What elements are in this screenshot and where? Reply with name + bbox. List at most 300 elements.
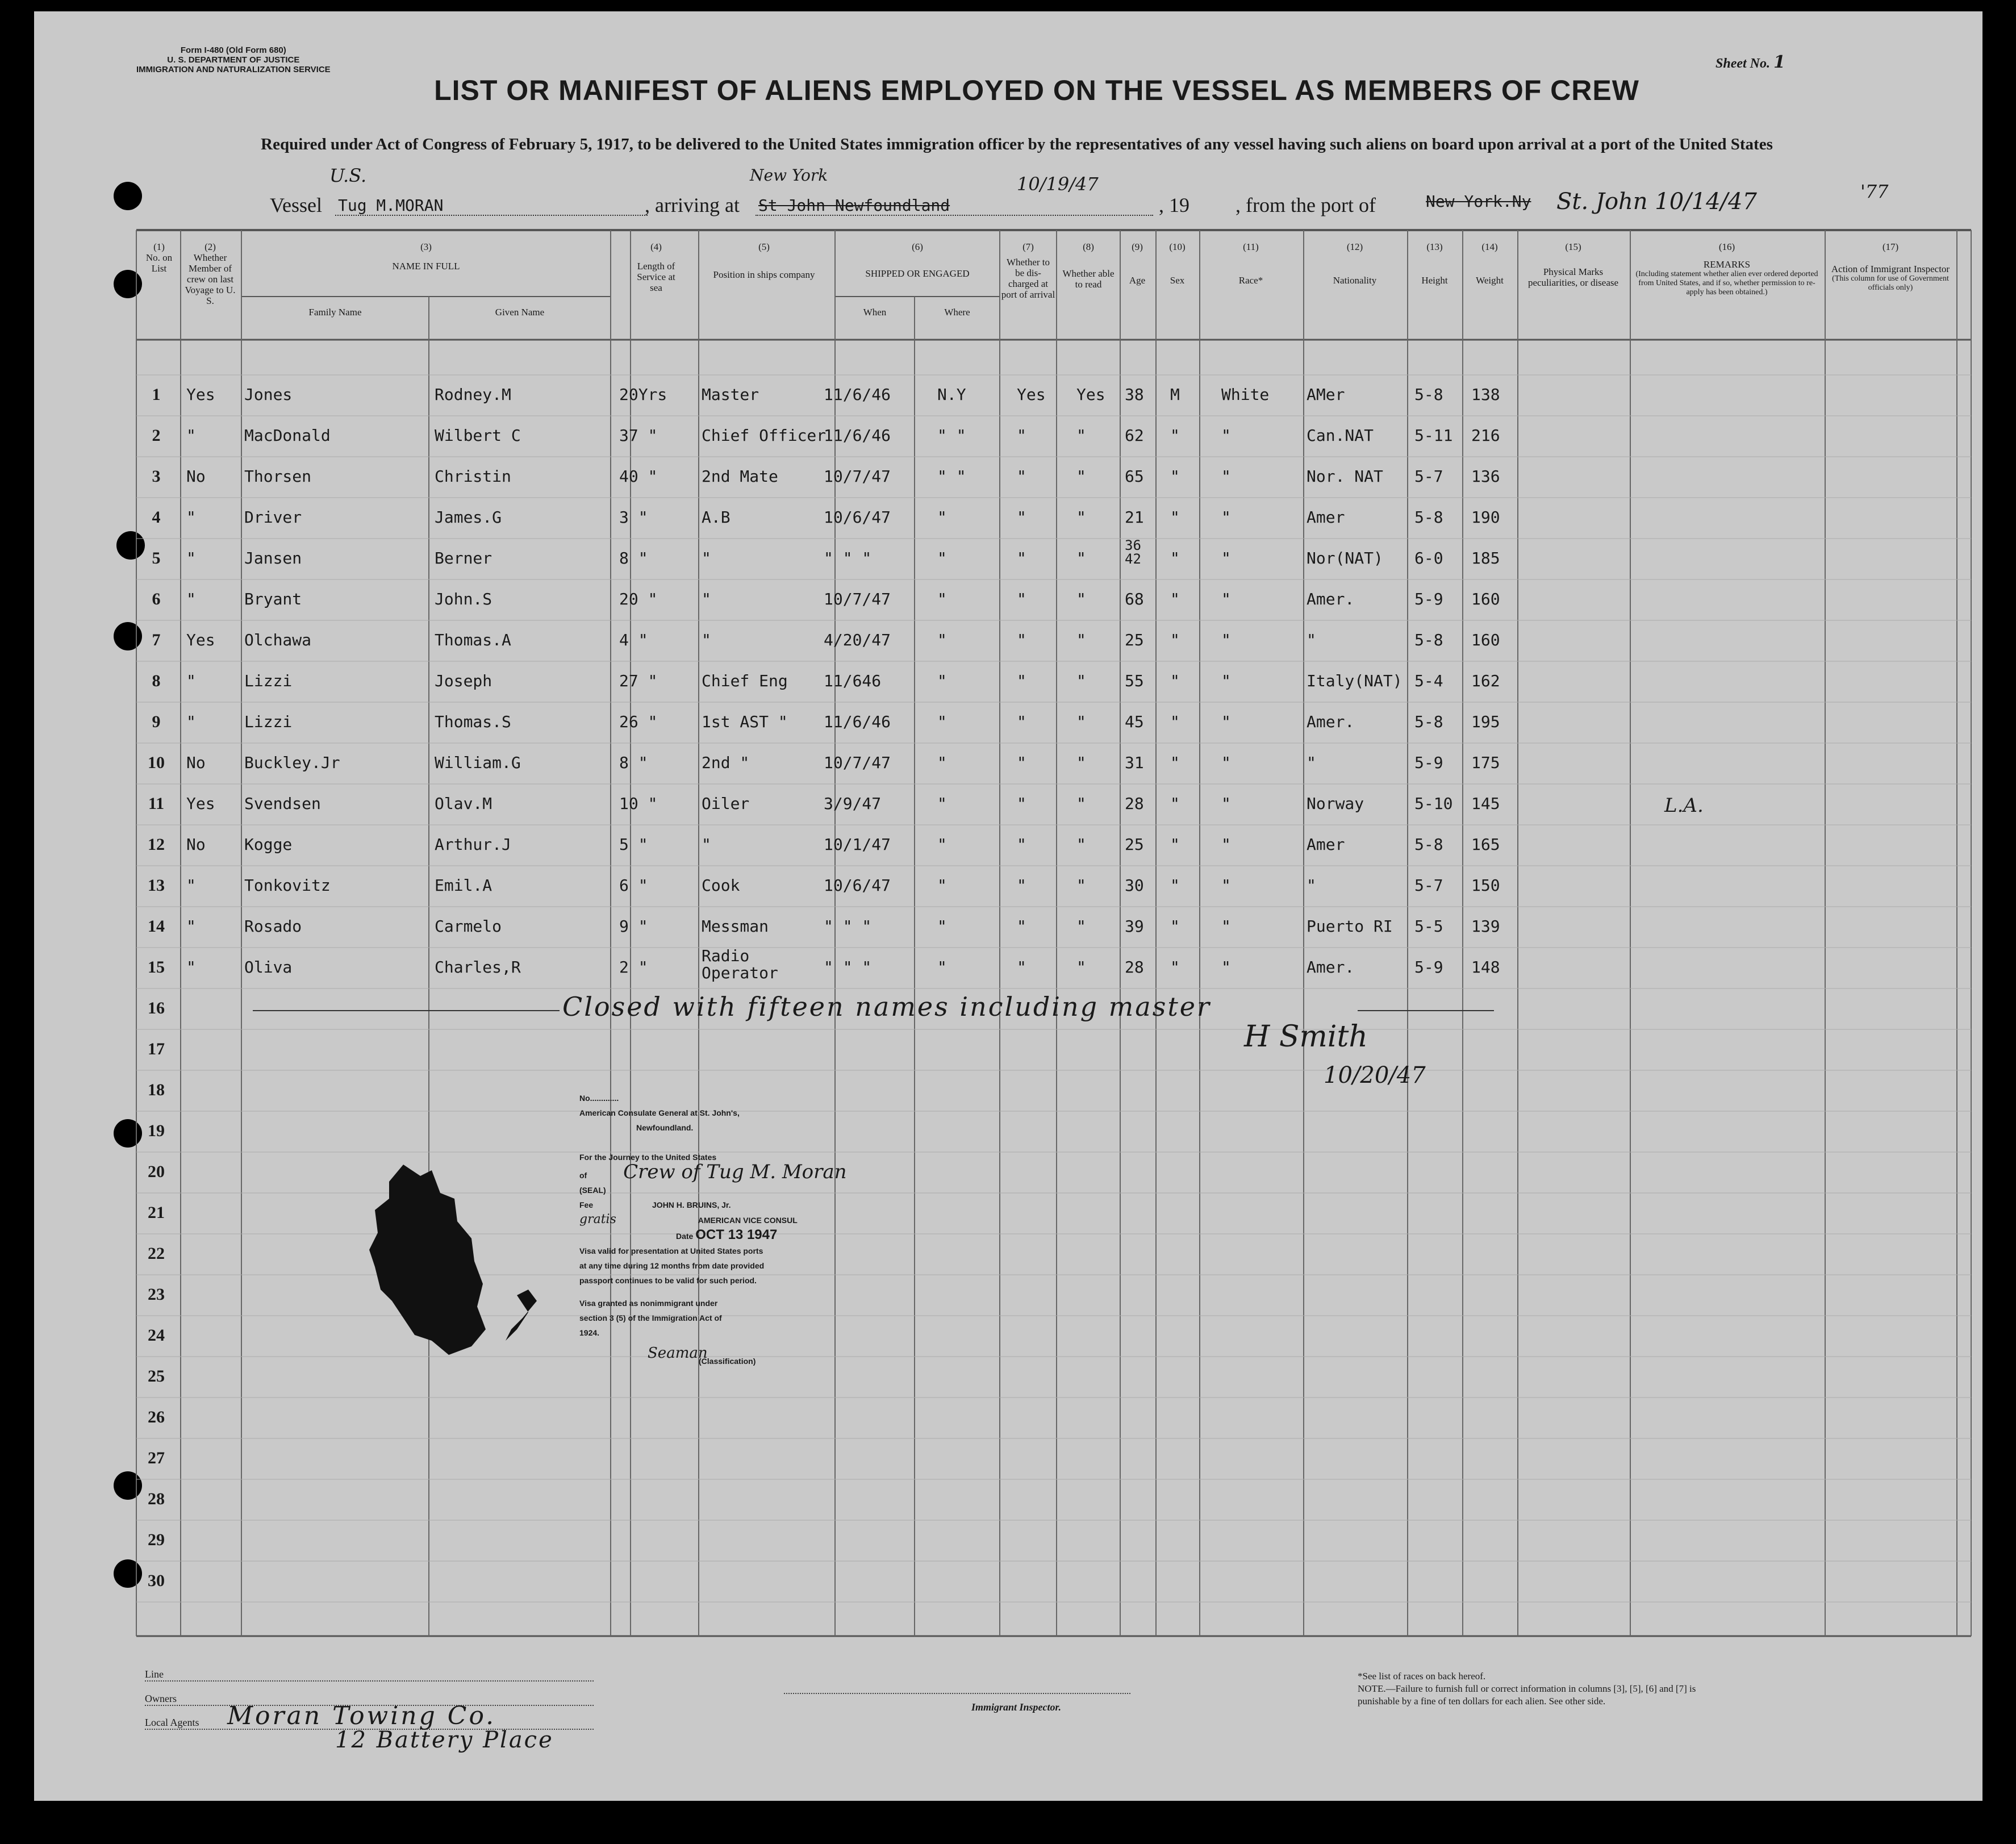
col-6-where-header: Where — [944, 307, 970, 318]
cell-prev: " — [186, 426, 196, 445]
cell-age: 45 — [1125, 712, 1144, 731]
cell-discharged: " — [1017, 631, 1026, 649]
cell-race: " — [1221, 753, 1231, 772]
cell-where: " — [937, 508, 947, 527]
cell-position: 2nd " — [702, 753, 750, 772]
row-number: 13 — [148, 876, 165, 895]
row-number: 7 — [152, 631, 161, 649]
cell-weight: 148 — [1471, 958, 1500, 977]
row-number: 29 — [148, 1530, 165, 1549]
local-agents-value: Moran Towing Co. — [227, 1701, 496, 1730]
cell-prev: Yes — [186, 631, 215, 649]
col-3-family-header: Family Name — [308, 307, 362, 318]
cell-age: 39 — [1125, 917, 1144, 936]
cell-service: 5 " — [619, 835, 648, 854]
row-number: 15 — [148, 958, 165, 977]
cell-age: 31 — [1125, 753, 1144, 772]
cell-discharged: " — [1017, 426, 1026, 445]
cell-weight: 162 — [1471, 671, 1500, 690]
cell-where: " — [937, 549, 947, 568]
col-3-given-header: Given Name — [495, 307, 545, 318]
cell-remarks: L.A. — [1664, 794, 1704, 817]
cell-sex: " — [1170, 753, 1180, 772]
cell-height: 5-7 — [1414, 876, 1443, 895]
cell-where: " — [937, 958, 947, 977]
cell-prev: " — [186, 671, 196, 690]
cell-family: Jones — [244, 385, 293, 404]
cell-discharged: " — [1017, 712, 1026, 731]
cell-service: 6 " — [619, 876, 648, 895]
form-identifier: Form I-480 (Old Form 680) U. S. DEPARTMENT OF JUSTICE IMMIGRATION AND NATURALIZATION SERVICE — [136, 45, 331, 74]
cell-weight: 190 — [1471, 508, 1500, 527]
local-agents-field: Local Agents — [145, 1717, 594, 1730]
cell-height: 5-5 — [1414, 917, 1443, 936]
cell-given: Wilbert C — [435, 426, 521, 445]
margin-note: '77 — [1860, 181, 1889, 202]
cell-age: 68 — [1125, 590, 1144, 608]
cell-position: " — [702, 549, 711, 568]
cell-sex: " — [1170, 426, 1180, 445]
row-number: 5 — [152, 549, 161, 568]
cell-discharged: " — [1017, 876, 1026, 895]
cell-where: " — [937, 917, 947, 936]
cell-given: Charles,R — [435, 958, 521, 977]
cell-age: 25 — [1125, 835, 1144, 854]
col-15-header: (15) Physical Marks peculiarities, or disease — [1527, 241, 1619, 288]
cell-position: A.B — [702, 508, 731, 527]
cell-given: Rodney.M — [435, 385, 511, 404]
cell-nationality: Nor. NAT — [1307, 467, 1383, 486]
cell-position: Messman — [702, 917, 769, 936]
col-4-header: (4) Length of Service at sea — [637, 241, 675, 293]
page-subtitle: Required under Act of Congress of February 5, 1917, to be delivered to the United States immigration officer by the representatives of any vessel having such aliens on board upon arrival at a port of the United States — [261, 135, 1773, 153]
cell-nationality: Italy(NAT) — [1307, 671, 1403, 690]
cell-service: 9 " — [619, 917, 648, 936]
cell-height: 5-9 — [1414, 590, 1443, 608]
vessel-name: Tug M.MORAN — [338, 196, 444, 215]
cell-when: 10/6/47 — [824, 876, 891, 895]
cell-prev: No — [186, 835, 206, 854]
cell-when: 10/7/47 — [824, 590, 891, 608]
closing-note: Closed with fifteen names including master — [562, 991, 1212, 1022]
cell-nationality: Amer — [1307, 835, 1345, 854]
cell-prev: " — [186, 958, 196, 977]
cell-where: " — [937, 631, 947, 649]
row-number: 19 — [148, 1121, 165, 1140]
col-3-header: (3) NAME IN FULL — [392, 241, 460, 272]
cell-where: " — [937, 590, 947, 608]
cell-service: 8 " — [619, 549, 648, 568]
cell-read: " — [1076, 631, 1086, 649]
cell-race: " — [1221, 467, 1231, 486]
cell-when: 10/7/47 — [824, 467, 891, 486]
cell-nationality: Norway — [1307, 794, 1364, 813]
cell-prev: " — [186, 712, 196, 731]
cell-discharged: Yes — [1017, 385, 1046, 404]
cell-position: 1st AST " — [702, 712, 788, 731]
cell-sex: " — [1170, 671, 1180, 690]
cell-read: " — [1076, 590, 1086, 608]
cell-family: Buckley.Jr — [244, 753, 340, 772]
row-number: 2 — [152, 426, 161, 445]
col-5-header: (5) Position in ships company — [713, 241, 815, 280]
arriving-note: New York — [750, 166, 828, 185]
cell-service: 8 " — [619, 753, 648, 772]
cell-family: MacDonald — [244, 426, 331, 445]
cell-height: 5-9 — [1414, 958, 1443, 977]
cell-where: " — [937, 876, 947, 895]
cell-position: 2nd Mate — [702, 467, 778, 486]
cell-race: " — [1221, 426, 1231, 445]
cell-read: " — [1076, 753, 1086, 772]
consular-seal — [335, 1159, 574, 1375]
cell-age: 36 42 — [1125, 537, 1141, 567]
col-6-header: (6) SHIPPED OR ENGAGED — [865, 241, 970, 279]
cell-when: 10/6/47 — [824, 508, 891, 527]
cell-family: Lizzi — [244, 712, 293, 731]
cell-position: Oiler — [702, 794, 750, 813]
cell-where: " " — [937, 467, 966, 486]
cell-discharged: " — [1017, 467, 1026, 486]
cell-nationality: " — [1307, 876, 1316, 895]
cell-age: 30 — [1125, 876, 1144, 895]
cell-position: Cook — [702, 876, 740, 895]
cell-when: 4/20/47 — [824, 631, 891, 649]
cell-service: 40 " — [619, 467, 658, 486]
cell-height: 5-8 — [1414, 631, 1443, 649]
col-14-header: (14) Weight — [1476, 241, 1504, 286]
cell-family: Lizzi — [244, 671, 293, 690]
row-number: 18 — [148, 1080, 165, 1099]
cell-given: Arthur.J — [435, 835, 511, 854]
page-title: LIST OR MANIFEST OF ALIENS EMPLOYED ON THE VESSEL AS MEMBERS OF CREW — [434, 74, 1639, 106]
cell-discharged: " — [1017, 590, 1026, 608]
cell-age: 65 — [1125, 467, 1144, 486]
row-number: 4 — [152, 508, 161, 527]
cell-discharged: " — [1017, 917, 1026, 936]
cell-position: Chief Eng — [702, 671, 788, 690]
cell-prev: Yes — [186, 794, 215, 813]
cell-family: Jansen — [244, 549, 302, 568]
cell-height: 5-4 — [1414, 671, 1443, 690]
cell-read: " — [1076, 467, 1086, 486]
cell-position: " — [702, 631, 711, 649]
cell-weight: 175 — [1471, 753, 1500, 772]
cell-weight: 160 — [1471, 631, 1500, 649]
cell-read: " — [1076, 712, 1086, 731]
cell-family: Olchawa — [244, 631, 312, 649]
cell-family: Oliva — [244, 958, 293, 977]
cell-read: " — [1076, 671, 1086, 690]
col-11-header: (11) Race* — [1238, 241, 1263, 286]
row-number: 3 — [152, 467, 161, 486]
col-9-header: (9) Age — [1129, 241, 1146, 286]
owners-field: Owners — [145, 1693, 594, 1706]
cell-given: William.G — [435, 753, 521, 772]
consular-visa-stamp: No............. American Consulate General at St. John's, Newfoundland. For the Journey to the United States of Crew of Tug M. Moran (SEAL) Fee JOHN H. BRUINS, Jr. gratis AMERICAN VICE CONSUL Date OCT 13 1947 Visa valid for presentation at United States ports at any time during 12 months from date provided passport continues to be valid for such period. Visa granted as nonimmigrant under section 3 (5) of the Immigration Act of 1924. Seaman (Classification) — [579, 1094, 847, 1366]
cell-height: 5-10 — [1414, 794, 1453, 813]
cell-where: " " — [937, 426, 966, 445]
cell-nationality: Amer. — [1307, 712, 1355, 731]
cell-age: 21 — [1125, 508, 1144, 527]
cell-service: 20Yrs — [619, 385, 667, 404]
cell-when: 3/9/47 — [824, 794, 882, 813]
col-1-header: (1) No. on List — [145, 241, 173, 274]
col-8-header: (8) Whether able to read — [1062, 241, 1115, 290]
cell-given: Thomas.A — [435, 631, 511, 649]
cell-read: " — [1076, 508, 1086, 527]
signature-date: 10/20/47 — [1324, 1062, 1426, 1088]
cell-given: Christin — [435, 467, 511, 486]
cell-sex: " — [1170, 590, 1180, 608]
cell-race: " — [1221, 549, 1231, 568]
row-number: 12 — [148, 835, 165, 854]
cell-family: Tonkovitz — [244, 876, 331, 895]
cell-when: 11/646 — [824, 671, 882, 690]
row-number: 30 — [148, 1571, 165, 1590]
cell-given: Joseph — [435, 671, 492, 690]
cell-read: " — [1076, 958, 1086, 977]
cell-sex: " — [1170, 958, 1180, 977]
cell-service: 4 " — [619, 631, 648, 649]
cell-when: " " " — [824, 917, 872, 936]
cell-family: Driver — [244, 508, 302, 527]
row-number: 1 — [152, 385, 161, 404]
row-number: 26 — [148, 1408, 165, 1426]
row-number: 21 — [148, 1203, 165, 1222]
cell-weight: 145 — [1471, 794, 1500, 813]
row-number: 6 — [152, 590, 161, 608]
cell-read: " — [1076, 917, 1086, 936]
cell-age: 62 — [1125, 426, 1144, 445]
cell-race: " — [1221, 958, 1231, 977]
arriving-date-note: 10/19/47 — [1017, 173, 1099, 195]
cell-discharged: " — [1017, 671, 1026, 690]
cell-read: " — [1076, 426, 1086, 445]
cell-age: 28 — [1125, 794, 1144, 813]
cell-race: " — [1221, 508, 1231, 527]
cell-weight: 160 — [1471, 590, 1500, 608]
cell-nationality: " — [1307, 631, 1316, 649]
cell-age: 28 — [1125, 958, 1144, 977]
cell-discharged: " — [1017, 835, 1026, 854]
row-number: 20 — [148, 1162, 165, 1181]
row-number: 17 — [148, 1040, 165, 1058]
cell-when: " " " — [824, 549, 872, 568]
col-16-header: (16) REMARKS (Including statement whether alien ever ordered deported from United States, and if so, whether permission to re-apply has been obtained.) — [1635, 241, 1818, 297]
cell-nationality: Amer — [1307, 508, 1345, 527]
cell-sex: " — [1170, 467, 1180, 486]
cell-nationality: AMer — [1307, 385, 1345, 404]
cell-height: 5-8 — [1414, 712, 1443, 731]
cell-when: 11/6/46 — [824, 712, 891, 731]
cell-height: 5-11 — [1414, 426, 1453, 445]
row-number: 24 — [148, 1326, 165, 1345]
cell-given: Carmelo — [435, 917, 502, 936]
row-number: 11 — [148, 794, 165, 813]
cell-nationality: Amer. — [1307, 590, 1355, 608]
cell-where: " — [937, 671, 947, 690]
cell-race: " — [1221, 712, 1231, 731]
cell-prev: " — [186, 590, 196, 608]
cell-weight: 136 — [1471, 467, 1500, 486]
cell-nationality: Nor(NAT) — [1307, 549, 1383, 568]
cell-age: 38 — [1125, 385, 1144, 404]
col-12-header: (12) Nationality — [1333, 241, 1377, 286]
from-port-note: St. John 10/14/47 — [1556, 189, 1757, 215]
cell-given: James.G — [435, 508, 502, 527]
row-number: 23 — [148, 1285, 165, 1304]
cell-sex: " — [1170, 794, 1180, 813]
cell-discharged: " — [1017, 508, 1026, 527]
cell-where: " — [937, 712, 947, 731]
cell-discharged: " — [1017, 549, 1026, 568]
row-number: 25 — [148, 1367, 165, 1386]
cell-read: " — [1076, 549, 1086, 568]
cell-when: 10/1/47 — [824, 835, 891, 854]
arriving-label: , arriving at — [645, 194, 740, 216]
cell-race: " — [1221, 917, 1231, 936]
cell-given: Berner — [435, 549, 492, 568]
cell-sex: " — [1170, 917, 1180, 936]
cell-position: Chief Officer — [702, 426, 827, 445]
cell-race: " — [1221, 671, 1231, 690]
cell-weight: 195 — [1471, 712, 1500, 731]
cell-service: 26 " — [619, 712, 658, 731]
sheet-number: Sheet No. 1 — [1716, 52, 1785, 72]
cell-service: 2 " — [619, 958, 648, 977]
cell-prev: " — [186, 917, 196, 936]
cell-service: 10 " — [619, 794, 658, 813]
local-agents-address: 12 Battery Place — [335, 1727, 554, 1753]
cell-service: 3 " — [619, 508, 648, 527]
col-17-header: (17) Action of Immigrant Inspector (This column for use of Government officials only) — [1831, 241, 1950, 292]
row-number: 8 — [152, 671, 161, 690]
cell-when: 11/6/46 — [824, 426, 891, 445]
cell-nationality: Puerto RI — [1307, 917, 1393, 936]
cell-sex: " — [1170, 549, 1180, 568]
row-number: 9 — [152, 712, 161, 731]
arriving-port: St John Newfoundland — [758, 196, 950, 215]
cell-age: 25 — [1125, 631, 1144, 649]
cell-discharged: " — [1017, 958, 1026, 977]
cell-height: 6-0 — [1414, 549, 1443, 568]
cell-height: 5-7 — [1414, 467, 1443, 486]
cell-prev: " — [186, 508, 196, 527]
cell-discharged: " — [1017, 794, 1026, 813]
line-field: Line — [145, 1668, 594, 1682]
col-6-when-header: When — [863, 307, 887, 318]
cell-height: 5-8 — [1414, 385, 1443, 404]
cell-position: Radio Operator — [702, 946, 778, 982]
cell-weight: 150 — [1471, 876, 1500, 895]
cell-weight: 185 — [1471, 549, 1500, 568]
cell-position: " — [702, 835, 711, 854]
cell-race: " — [1221, 876, 1231, 895]
cell-service: 20 " — [619, 590, 658, 608]
cell-where: " — [937, 753, 947, 772]
cell-family: Bryant — [244, 590, 302, 608]
cell-given: John.S — [435, 590, 492, 608]
cell-race: " — [1221, 631, 1231, 649]
row-number: 14 — [148, 917, 165, 936]
row-number: 22 — [148, 1244, 165, 1263]
row-number: 16 — [148, 999, 165, 1017]
inspector-label: Immigrant Inspector. — [971, 1701, 1062, 1713]
cell-service: 27 " — [619, 671, 658, 690]
cell-race: " — [1221, 835, 1231, 854]
row-number: 27 — [148, 1449, 165, 1467]
cell-race: " — [1221, 794, 1231, 813]
footer-note: *See list of races on back hereof. NOTE.—Failure to furnish full or correct information in columns [3], [5], [6] and [7] is punishable by a fine of ten dollars for each alien. See other side. — [1358, 1671, 1696, 1707]
year-label: , 19 — [1159, 194, 1189, 216]
cell-family: Rosado — [244, 917, 302, 936]
from-port: New York.Ny — [1426, 192, 1531, 211]
cell-given: Olav.M — [435, 794, 492, 813]
cell-weight: 139 — [1471, 917, 1500, 936]
cell-family: Svendsen — [244, 794, 321, 813]
cell-height: 5-9 — [1414, 753, 1443, 772]
cell-prev: No — [186, 467, 206, 486]
cell-prev: " — [186, 876, 196, 895]
cell-where: " — [937, 835, 947, 854]
cell-sex: " — [1170, 508, 1180, 527]
cell-weight: 138 — [1471, 385, 1500, 404]
cell-age: 55 — [1125, 671, 1144, 690]
col-13-header: (13) Height — [1421, 241, 1448, 286]
cell-sex: " — [1170, 876, 1180, 895]
cell-sex: " — [1170, 835, 1180, 854]
cell-sex: M — [1170, 385, 1180, 404]
cell-discharged: " — [1017, 753, 1026, 772]
cell-where: N.Y — [937, 385, 966, 404]
row-number: 28 — [148, 1490, 165, 1508]
cell-race: White — [1221, 385, 1270, 404]
col-7-header: (7) Whether to be dis-charged at port of arrival — [1001, 241, 1055, 300]
cell-when: 11/6/46 — [824, 385, 891, 404]
cell-family: Kogge — [244, 835, 293, 854]
cell-read: " — [1076, 835, 1086, 854]
cell-nationality: " — [1307, 753, 1316, 772]
cell-prev: No — [186, 753, 206, 772]
cell-family: Thorsen — [244, 467, 312, 486]
cell-read: " — [1076, 876, 1086, 895]
inspector-signature: H Smith — [1244, 1020, 1368, 1054]
col-2-header: (2) Whether Member of crew on last Voyage to U. S. — [185, 241, 236, 306]
cell-when: 10/7/47 — [824, 753, 891, 772]
vessel-name-note: U.S. — [329, 165, 367, 186]
cell-given: Emil.A — [435, 876, 492, 895]
cell-where: " — [937, 794, 947, 813]
cell-prev: Yes — [186, 385, 215, 404]
cell-nationality: Can.NAT — [1307, 426, 1374, 445]
col-10-header: (10) Sex — [1169, 241, 1186, 286]
cell-prev: " — [186, 549, 196, 568]
cell-sex: " — [1170, 712, 1180, 731]
cell-position: " — [702, 590, 711, 608]
cell-position: Master — [702, 385, 759, 404]
vessel-label: Vessel — [270, 194, 322, 216]
cell-height: 5-8 — [1414, 835, 1443, 854]
cell-height: 5-8 — [1414, 508, 1443, 527]
cell-read: " — [1076, 794, 1086, 813]
cell-sex: " — [1170, 631, 1180, 649]
cell-read: Yes — [1076, 385, 1105, 404]
row-number: 10 — [148, 753, 165, 772]
cell-weight: 216 — [1471, 426, 1500, 445]
cell-given: Thomas.S — [435, 712, 511, 731]
from-port-label: , from the port of — [1236, 194, 1376, 216]
